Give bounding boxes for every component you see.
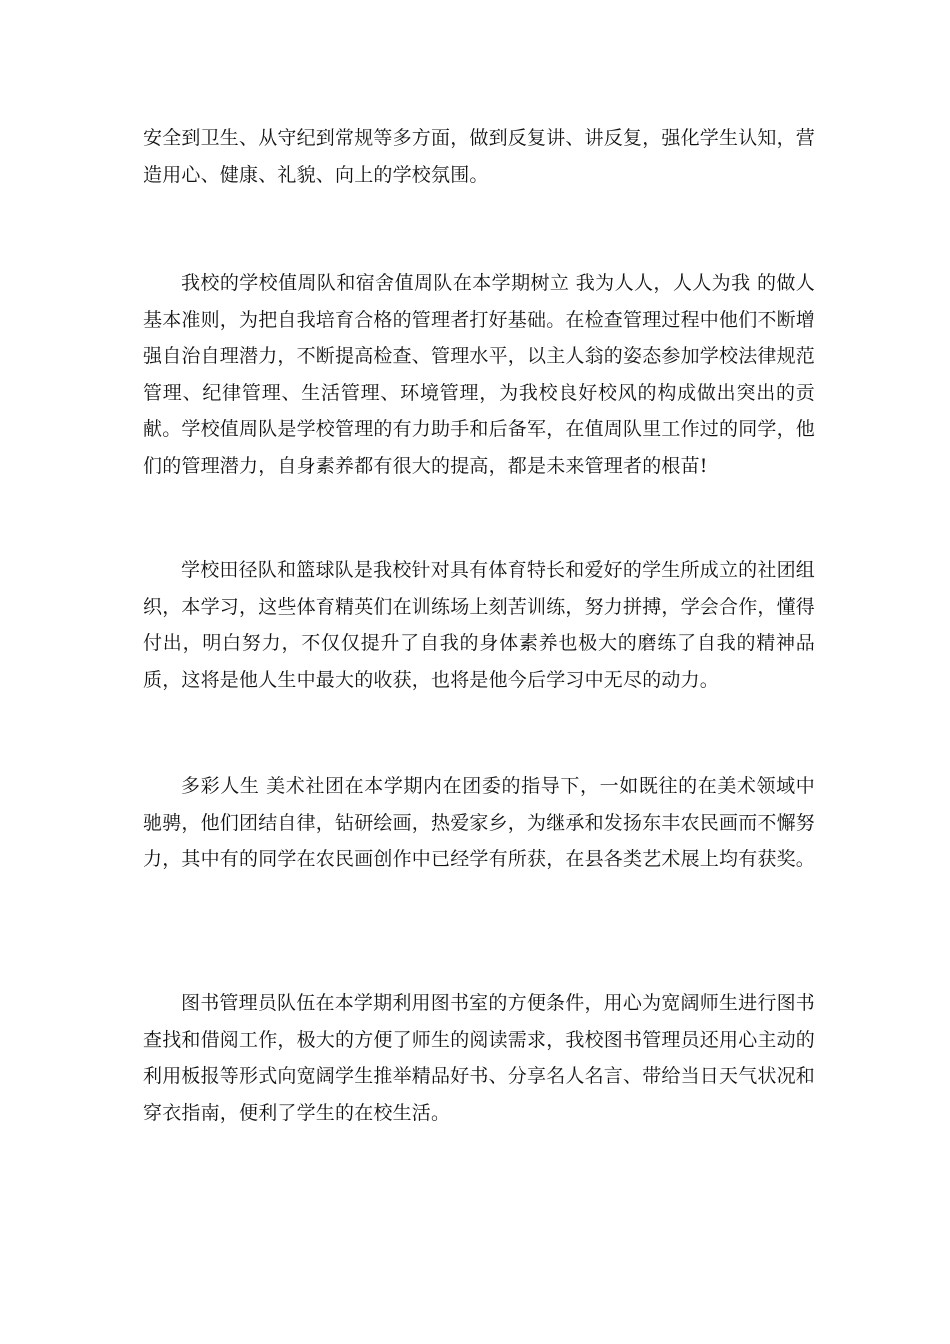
paragraph-art-club: 多彩人生 美术社团在本学期内在团委的指导下，一如既往的在美术领域中驰骋，他们团结自律，钻研绘画，热爱家乡，为继承和发扬东丰农民画而不懈努力，其中有的同学在农民画创作中已经学有所获，在县各类艺术展上均有获奖。 <box>143 775 816 870</box>
paragraph-librarians: 图书管理员队伍在本学期利用图书室的方便条件，用心为宽阔师生进行图书查找和借阅工作，极大的方便了师生的阅读需求，我校图书管理员还用心主动的利用板报等形式向宽阔学生推举精品好书、分享名人名言、带给当日天气状况和穿衣指南，便利了学生的在校生活。 <box>143 992 816 1124</box>
paragraph-duty-team: 我校的学校值周队和宿舍值周队在本学期树立 我为人人，人人为我 的做人基本准则，为把自我培育合格的管理者打好基础。在检查管理过程中他们不断增强自治自理潜力，不断提高检查、管理水平，以主人翁的姿态参加学校法律规范管理、纪律管理、生活管理、环境管理，为我校良好校风的构成做出突出的贡献。学校值周队是学校管理的有力助手和后备军，在值周队里工作过的同学，他们的管理潜力，自身素养都有很大的提高，都是未来管理者的根苗! <box>143 272 816 477</box>
paragraph-continuation: 安全到卫生、从守纪到常规等多方面，做到反复讲、讲反复，强化学生认知，营造用心、健康、礼貌、向上的学校氛围。 <box>143 127 816 186</box>
paragraph-sports-team: 学校田径队和篮球队是我校针对具有体育特长和爱好的学生所成立的社团组织，本学习，这些体育精英们在训练场上刻苦训练，努力拼搏，学会合作，懂得付出，明白努力，不仅仅提升了自我的身体素养也极大的磨练了自我的精神品质，这将是他人生中最大的收获，也将是他今后学习中无尽的动力。 <box>143 559 816 691</box>
